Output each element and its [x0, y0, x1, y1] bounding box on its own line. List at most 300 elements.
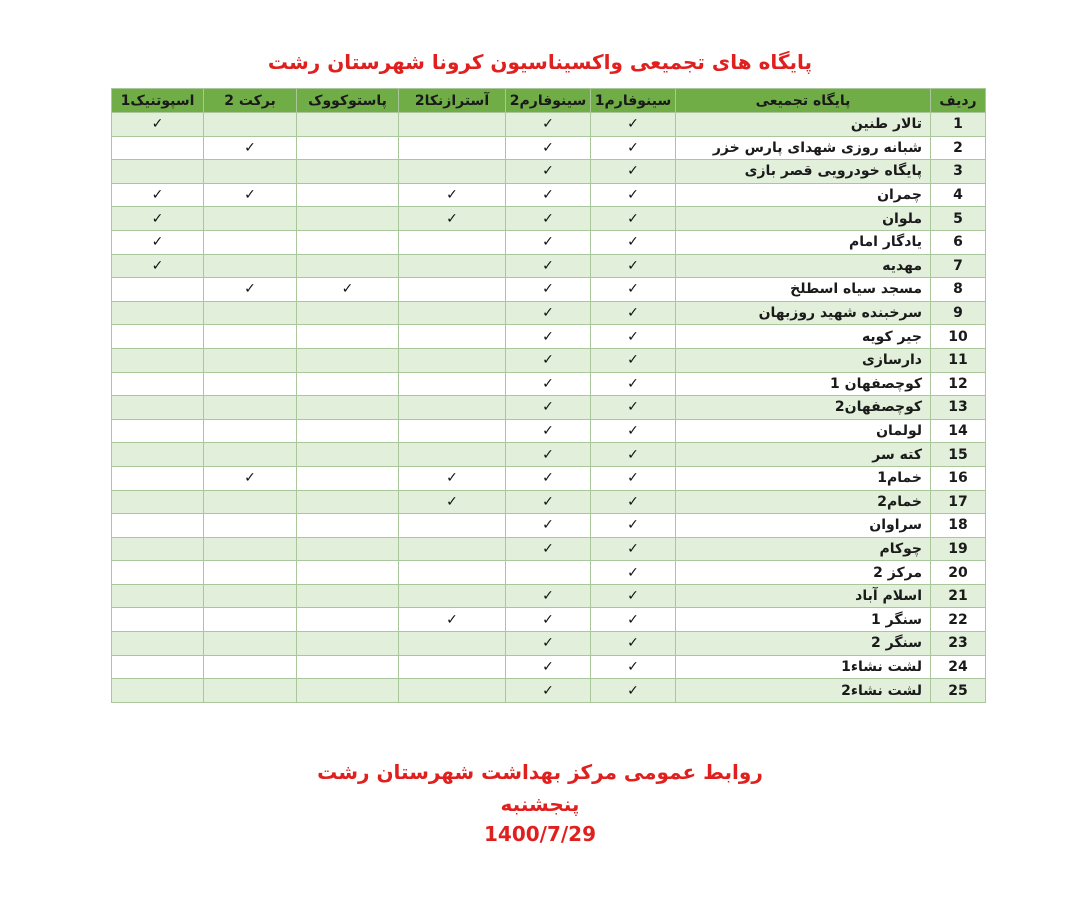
checkmark-icon: ✓	[627, 399, 639, 416]
checkmark-icon: ✓	[627, 139, 639, 156]
cell-barekat2	[204, 561, 297, 585]
table-row	[112, 443, 986, 467]
cell-sinopharm1	[591, 632, 676, 656]
checkmark-icon: ✓	[151, 210, 164, 227]
table-row	[112, 537, 986, 561]
table-row	[112, 301, 986, 325]
cell-pastocovac	[297, 655, 399, 679]
checkmark-icon: ✓	[627, 281, 639, 298]
cell-sinopharm1	[591, 325, 676, 349]
cell-barekat2	[204, 537, 297, 561]
cell-sinopharm2	[506, 230, 591, 254]
cell-barekat2	[204, 207, 297, 231]
cell-site-name: چمران	[676, 183, 931, 207]
col-header-pastocovac: پاستوکووک	[297, 89, 399, 113]
cell-astrazeneca2	[399, 655, 506, 679]
cell-pastocovac	[297, 207, 399, 231]
table-row	[112, 207, 986, 231]
cell-sinopharm2	[506, 514, 591, 538]
cell-sputnik1	[112, 372, 204, 396]
cell-barekat2	[204, 160, 297, 184]
cell-pastocovac	[297, 608, 399, 632]
cell-pastocovac	[297, 584, 399, 608]
cell-pastocovac	[297, 160, 399, 184]
cell-row-number: 17	[931, 490, 986, 514]
col-header-row-no: ردیف	[931, 89, 986, 113]
cell-pastocovac	[297, 537, 399, 561]
cell-row-number: 13	[931, 396, 986, 420]
table-row	[112, 608, 986, 632]
cell-sinopharm1	[591, 584, 676, 608]
cell-pastocovac	[297, 419, 399, 443]
cell-astrazeneca2	[399, 396, 506, 420]
cell-pastocovac	[297, 183, 399, 207]
cell-barekat2	[204, 514, 297, 538]
footer-weekday: پنجشنبه	[500, 792, 580, 816]
footer-org: روابط عمومی مرکز بهداشت شهرستان رشت	[317, 760, 763, 784]
table-row	[112, 561, 986, 585]
checkmark-icon: ✓	[542, 116, 554, 133]
cell-sinopharm1	[591, 254, 676, 278]
checkmark-icon: ✓	[627, 234, 639, 251]
cell-sputnik1	[112, 348, 204, 372]
table-body	[112, 113, 986, 703]
table-row	[112, 113, 986, 137]
cell-sinopharm2	[506, 584, 591, 608]
cell-astrazeneca2	[399, 230, 506, 254]
cell-sinopharm1	[591, 443, 676, 467]
cell-astrazeneca2	[399, 278, 506, 302]
table-row	[112, 419, 986, 443]
cell-row-number: 4	[931, 183, 986, 207]
cell-pastocovac	[297, 679, 399, 703]
checkmark-icon: ✓	[627, 257, 639, 274]
cell-sinopharm1	[591, 514, 676, 538]
checkmark-icon: ✓	[542, 281, 554, 298]
table-row	[112, 278, 986, 302]
cell-barekat2	[204, 584, 297, 608]
cell-sinopharm2	[506, 348, 591, 372]
checkmark-icon: ✓	[627, 564, 639, 581]
checkmark-icon: ✓	[244, 281, 256, 298]
checkmark-icon: ✓	[542, 635, 554, 652]
checkmark-icon: ✓	[542, 328, 554, 345]
cell-pastocovac	[297, 632, 399, 656]
checkmark-icon: ✓	[627, 611, 639, 628]
cell-barekat2	[204, 443, 297, 467]
table-row	[112, 514, 986, 538]
table-row	[112, 254, 986, 278]
cell-sinopharm2	[506, 136, 591, 160]
cell-sputnik1	[112, 537, 204, 561]
cell-barekat2	[204, 136, 297, 160]
cell-site-name: مسجد سیاه اسطلخ	[676, 278, 931, 302]
cell-pastocovac	[297, 136, 399, 160]
table-row	[112, 679, 986, 703]
cell-barekat2	[204, 655, 297, 679]
checkmark-icon: ✓	[627, 210, 639, 227]
col-header-sinopharm2: سینوفارم2	[506, 89, 591, 113]
checkmark-icon: ✓	[542, 493, 554, 510]
cell-row-number: 14	[931, 419, 986, 443]
cell-barekat2	[204, 419, 297, 443]
cell-row-number: 20	[931, 561, 986, 585]
table-row	[112, 325, 986, 349]
checkmark-icon: ✓	[341, 281, 354, 298]
cell-site-name: خمام2	[676, 490, 931, 514]
cell-astrazeneca2	[399, 561, 506, 585]
cell-pastocovac	[297, 113, 399, 137]
checkmark-icon: ✓	[244, 470, 256, 487]
cell-row-number: 12	[931, 372, 986, 396]
cell-sinopharm1	[591, 230, 676, 254]
cell-barekat2	[204, 632, 297, 656]
cell-row-number: 5	[931, 207, 986, 231]
cell-sinopharm2	[506, 608, 591, 632]
cell-sinopharm1	[591, 113, 676, 137]
checkmark-icon: ✓	[244, 187, 256, 204]
table-row	[112, 348, 986, 372]
cell-barekat2	[204, 278, 297, 302]
header-row	[112, 89, 986, 113]
checkmark-icon: ✓	[542, 470, 554, 487]
cell-sinopharm2	[506, 655, 591, 679]
checkmark-icon: ✓	[627, 116, 639, 133]
cell-site-name: دارسازی	[676, 348, 931, 372]
cell-sputnik1	[112, 160, 204, 184]
cell-barekat2	[204, 254, 297, 278]
cell-sinopharm2	[506, 466, 591, 490]
cell-pastocovac	[297, 490, 399, 514]
cell-sinopharm1	[591, 348, 676, 372]
cell-sinopharm2	[506, 679, 591, 703]
cell-sinopharm1	[591, 419, 676, 443]
checkmark-icon: ✓	[542, 446, 554, 463]
cell-site-name: لشت نشاء1	[676, 655, 931, 679]
cell-sputnik1	[112, 113, 204, 137]
cell-sinopharm2	[506, 632, 591, 656]
cell-astrazeneca2	[399, 301, 506, 325]
checkmark-icon: ✓	[542, 257, 554, 274]
table-row	[112, 396, 986, 420]
checkmark-icon: ✓	[542, 305, 554, 322]
table-row	[112, 655, 986, 679]
cell-barekat2	[204, 490, 297, 514]
cell-site-name: لولمان	[676, 419, 931, 443]
cell-sinopharm1	[591, 183, 676, 207]
checkmark-icon: ✓	[627, 352, 639, 369]
cell-row-number: 21	[931, 584, 986, 608]
cell-sputnik1	[112, 278, 204, 302]
cell-sinopharm2	[506, 254, 591, 278]
col-header-sputnik1: اسپوتنیک1	[112, 89, 204, 113]
page-title: پایگاه های تجمیعی واکسیناسیون کرونا شهرستان رشت	[267, 50, 813, 74]
cell-site-name: کته سر	[676, 443, 931, 467]
checkmark-icon: ✓	[542, 163, 554, 180]
checkmark-icon: ✓	[627, 470, 639, 487]
cell-row-number: 18	[931, 514, 986, 538]
cell-pastocovac	[297, 301, 399, 325]
cell-sinopharm1	[591, 466, 676, 490]
cell-site-name: شبانه روزی شهدای پارس خزر	[676, 136, 931, 160]
cell-sputnik1	[112, 419, 204, 443]
cell-site-name: مرکز 2	[676, 561, 931, 585]
cell-sputnik1	[112, 632, 204, 656]
table-row	[112, 490, 986, 514]
cell-pastocovac	[297, 278, 399, 302]
cell-sinopharm2	[506, 183, 591, 207]
cell-sinopharm1	[591, 537, 676, 561]
cell-sputnik1	[112, 230, 204, 254]
cell-astrazeneca2	[399, 254, 506, 278]
cell-sinopharm1	[591, 207, 676, 231]
cell-barekat2	[204, 679, 297, 703]
cell-pastocovac	[297, 514, 399, 538]
checkmark-icon: ✓	[627, 423, 639, 440]
cell-pastocovac	[297, 466, 399, 490]
cell-barekat2	[204, 301, 297, 325]
cell-site-name: تالار طنین	[676, 113, 931, 137]
cell-site-name: چوکام	[676, 537, 931, 561]
cell-barekat2	[204, 372, 297, 396]
checkmark-icon: ✓	[627, 328, 639, 345]
checkmark-icon: ✓	[244, 139, 256, 156]
cell-sinopharm2	[506, 443, 591, 467]
cell-site-name: ملوان	[676, 207, 931, 231]
cell-sputnik1	[112, 561, 204, 585]
cell-sputnik1	[112, 443, 204, 467]
checkmark-icon: ✓	[542, 517, 554, 534]
checkmark-icon: ✓	[627, 588, 639, 605]
cell-pastocovac	[297, 325, 399, 349]
cell-astrazeneca2	[399, 490, 506, 514]
checkmark-icon: ✓	[627, 682, 639, 699]
cell-sinopharm2	[506, 160, 591, 184]
cell-row-number: 2	[931, 136, 986, 160]
cell-sputnik1	[112, 490, 204, 514]
cell-astrazeneca2	[399, 679, 506, 703]
checkmark-icon: ✓	[542, 234, 554, 251]
cell-sinopharm1	[591, 608, 676, 632]
cell-astrazeneca2	[399, 348, 506, 372]
checkmark-icon: ✓	[446, 493, 458, 510]
cell-sinopharm2	[506, 325, 591, 349]
cell-sputnik1	[112, 207, 204, 231]
col-header-sinopharm1: سینوفارم1	[591, 89, 676, 113]
cell-astrazeneca2	[399, 160, 506, 184]
cell-row-number: 10	[931, 325, 986, 349]
cell-sinopharm2	[506, 113, 591, 137]
cell-site-name: سراوان	[676, 514, 931, 538]
cell-sinopharm1	[591, 679, 676, 703]
checkmark-icon: ✓	[446, 611, 458, 628]
cell-sputnik1	[112, 584, 204, 608]
cell-astrazeneca2	[399, 325, 506, 349]
cell-sinopharm1	[591, 655, 676, 679]
cell-barekat2	[204, 348, 297, 372]
footer-date: 1400/7/29	[483, 822, 597, 846]
cell-row-number: 15	[931, 443, 986, 467]
cell-sinopharm2	[506, 278, 591, 302]
cell-sputnik1	[112, 183, 204, 207]
cell-row-number: 16	[931, 466, 986, 490]
cell-sinopharm2	[506, 372, 591, 396]
checkmark-icon: ✓	[627, 305, 639, 322]
cell-site-name: مهدیه	[676, 254, 931, 278]
cell-sputnik1	[112, 396, 204, 420]
col-header-astrazeneca2: آسترازنکا2	[399, 89, 506, 113]
cell-astrazeneca2	[399, 466, 506, 490]
cell-sputnik1	[112, 136, 204, 160]
col-header-site: پایگاه تجمیعی	[676, 89, 931, 113]
checkmark-icon: ✓	[151, 116, 164, 133]
table-row	[112, 230, 986, 254]
cell-astrazeneca2	[399, 372, 506, 396]
cell-astrazeneca2	[399, 632, 506, 656]
cell-sinopharm1	[591, 396, 676, 420]
cell-astrazeneca2	[399, 207, 506, 231]
cell-sputnik1	[112, 466, 204, 490]
cell-site-name: اسلام آباد	[676, 584, 931, 608]
table-row	[112, 183, 986, 207]
cell-row-number: 7	[931, 254, 986, 278]
cell-pastocovac	[297, 254, 399, 278]
cell-astrazeneca2	[399, 136, 506, 160]
table-row	[112, 372, 986, 396]
cell-sinopharm2	[506, 490, 591, 514]
cell-row-number: 22	[931, 608, 986, 632]
cell-pastocovac	[297, 372, 399, 396]
cell-sputnik1	[112, 655, 204, 679]
cell-sinopharm2	[506, 561, 591, 585]
cell-sinopharm1	[591, 490, 676, 514]
checkmark-icon: ✓	[446, 210, 458, 227]
cell-sinopharm2	[506, 301, 591, 325]
cell-barekat2	[204, 608, 297, 632]
checkmark-icon: ✓	[542, 588, 554, 605]
cell-sinopharm2	[506, 419, 591, 443]
cell-sinopharm1	[591, 136, 676, 160]
cell-site-name: یادگار امام	[676, 230, 931, 254]
cell-barekat2	[204, 183, 297, 207]
checkmark-icon: ✓	[542, 423, 554, 440]
checkmark-icon: ✓	[151, 257, 164, 274]
cell-sinopharm1	[591, 561, 676, 585]
cell-site-name: سرخبنده شهید روزبهان	[676, 301, 931, 325]
cell-sputnik1	[112, 679, 204, 703]
cell-sputnik1	[112, 325, 204, 349]
table-row	[112, 160, 986, 184]
cell-barekat2	[204, 230, 297, 254]
cell-site-name: کوچصفهان 1	[676, 372, 931, 396]
cell-row-number: 11	[931, 348, 986, 372]
checkmark-icon: ✓	[542, 611, 554, 628]
cell-pastocovac	[297, 561, 399, 585]
cell-sinopharm1	[591, 372, 676, 396]
cell-astrazeneca2	[399, 514, 506, 538]
cell-row-number: 19	[931, 537, 986, 561]
checkmark-icon: ✓	[627, 163, 639, 180]
cell-site-name: لشت نشاء2	[676, 679, 931, 703]
checkmark-icon: ✓	[627, 540, 639, 557]
cell-row-number: 6	[931, 230, 986, 254]
cell-pastocovac	[297, 443, 399, 467]
checkmark-icon: ✓	[151, 234, 164, 251]
cell-site-name: خمام1	[676, 466, 931, 490]
checkmark-icon: ✓	[627, 375, 639, 392]
cell-sinopharm2	[506, 396, 591, 420]
cell-barekat2	[204, 466, 297, 490]
cell-astrazeneca2	[399, 443, 506, 467]
checkmark-icon: ✓	[542, 210, 554, 227]
checkmark-icon: ✓	[542, 139, 554, 156]
cell-sputnik1	[112, 254, 204, 278]
table-row	[112, 632, 986, 656]
cell-site-name: کوچصفهان2	[676, 396, 931, 420]
cell-sinopharm1	[591, 278, 676, 302]
vaccination-sites-table	[111, 88, 986, 703]
cell-site-name: پایگاه خودرویی قصر بازی	[676, 160, 931, 184]
cell-row-number: 3	[931, 160, 986, 184]
table-row	[112, 584, 986, 608]
cell-site-name: سنگر 2	[676, 632, 931, 656]
cell-pastocovac	[297, 348, 399, 372]
checkmark-icon: ✓	[151, 187, 164, 204]
cell-row-number: 25	[931, 679, 986, 703]
cell-astrazeneca2	[399, 537, 506, 561]
checkmark-icon: ✓	[627, 187, 639, 204]
cell-astrazeneca2	[399, 584, 506, 608]
cell-astrazeneca2	[399, 419, 506, 443]
checkmark-icon: ✓	[627, 658, 639, 675]
cell-barekat2	[204, 396, 297, 420]
cell-row-number: 23	[931, 632, 986, 656]
cell-barekat2	[204, 113, 297, 137]
cell-site-name: سنگر 1	[676, 608, 931, 632]
checkmark-icon: ✓	[627, 446, 639, 463]
cell-sputnik1	[112, 514, 204, 538]
checkmark-icon: ✓	[542, 352, 554, 369]
col-header-barekat2: برکت 2	[204, 89, 297, 113]
cell-pastocovac	[297, 230, 399, 254]
cell-row-number: 8	[931, 278, 986, 302]
cell-astrazeneca2	[399, 608, 506, 632]
cell-sinopharm2	[506, 207, 591, 231]
cell-pastocovac	[297, 396, 399, 420]
cell-astrazeneca2	[399, 113, 506, 137]
checkmark-icon: ✓	[542, 658, 554, 675]
cell-sputnik1	[112, 301, 204, 325]
checkmark-icon: ✓	[542, 540, 554, 557]
cell-sinopharm2	[506, 537, 591, 561]
cell-barekat2	[204, 325, 297, 349]
checkmark-icon: ✓	[627, 493, 639, 510]
checkmark-icon: ✓	[446, 470, 458, 487]
checkmark-icon: ✓	[627, 517, 639, 534]
cell-sinopharm1	[591, 160, 676, 184]
checkmark-icon: ✓	[542, 399, 554, 416]
cell-sputnik1	[112, 608, 204, 632]
table-row	[112, 136, 986, 160]
checkmark-icon: ✓	[627, 635, 639, 652]
checkmark-icon: ✓	[542, 375, 554, 392]
table-row	[112, 466, 986, 490]
cell-site-name: جیر کویه	[676, 325, 931, 349]
checkmark-icon: ✓	[542, 682, 554, 699]
cell-row-number: 1	[931, 113, 986, 137]
cell-astrazeneca2	[399, 183, 506, 207]
cell-row-number: 24	[931, 655, 986, 679]
